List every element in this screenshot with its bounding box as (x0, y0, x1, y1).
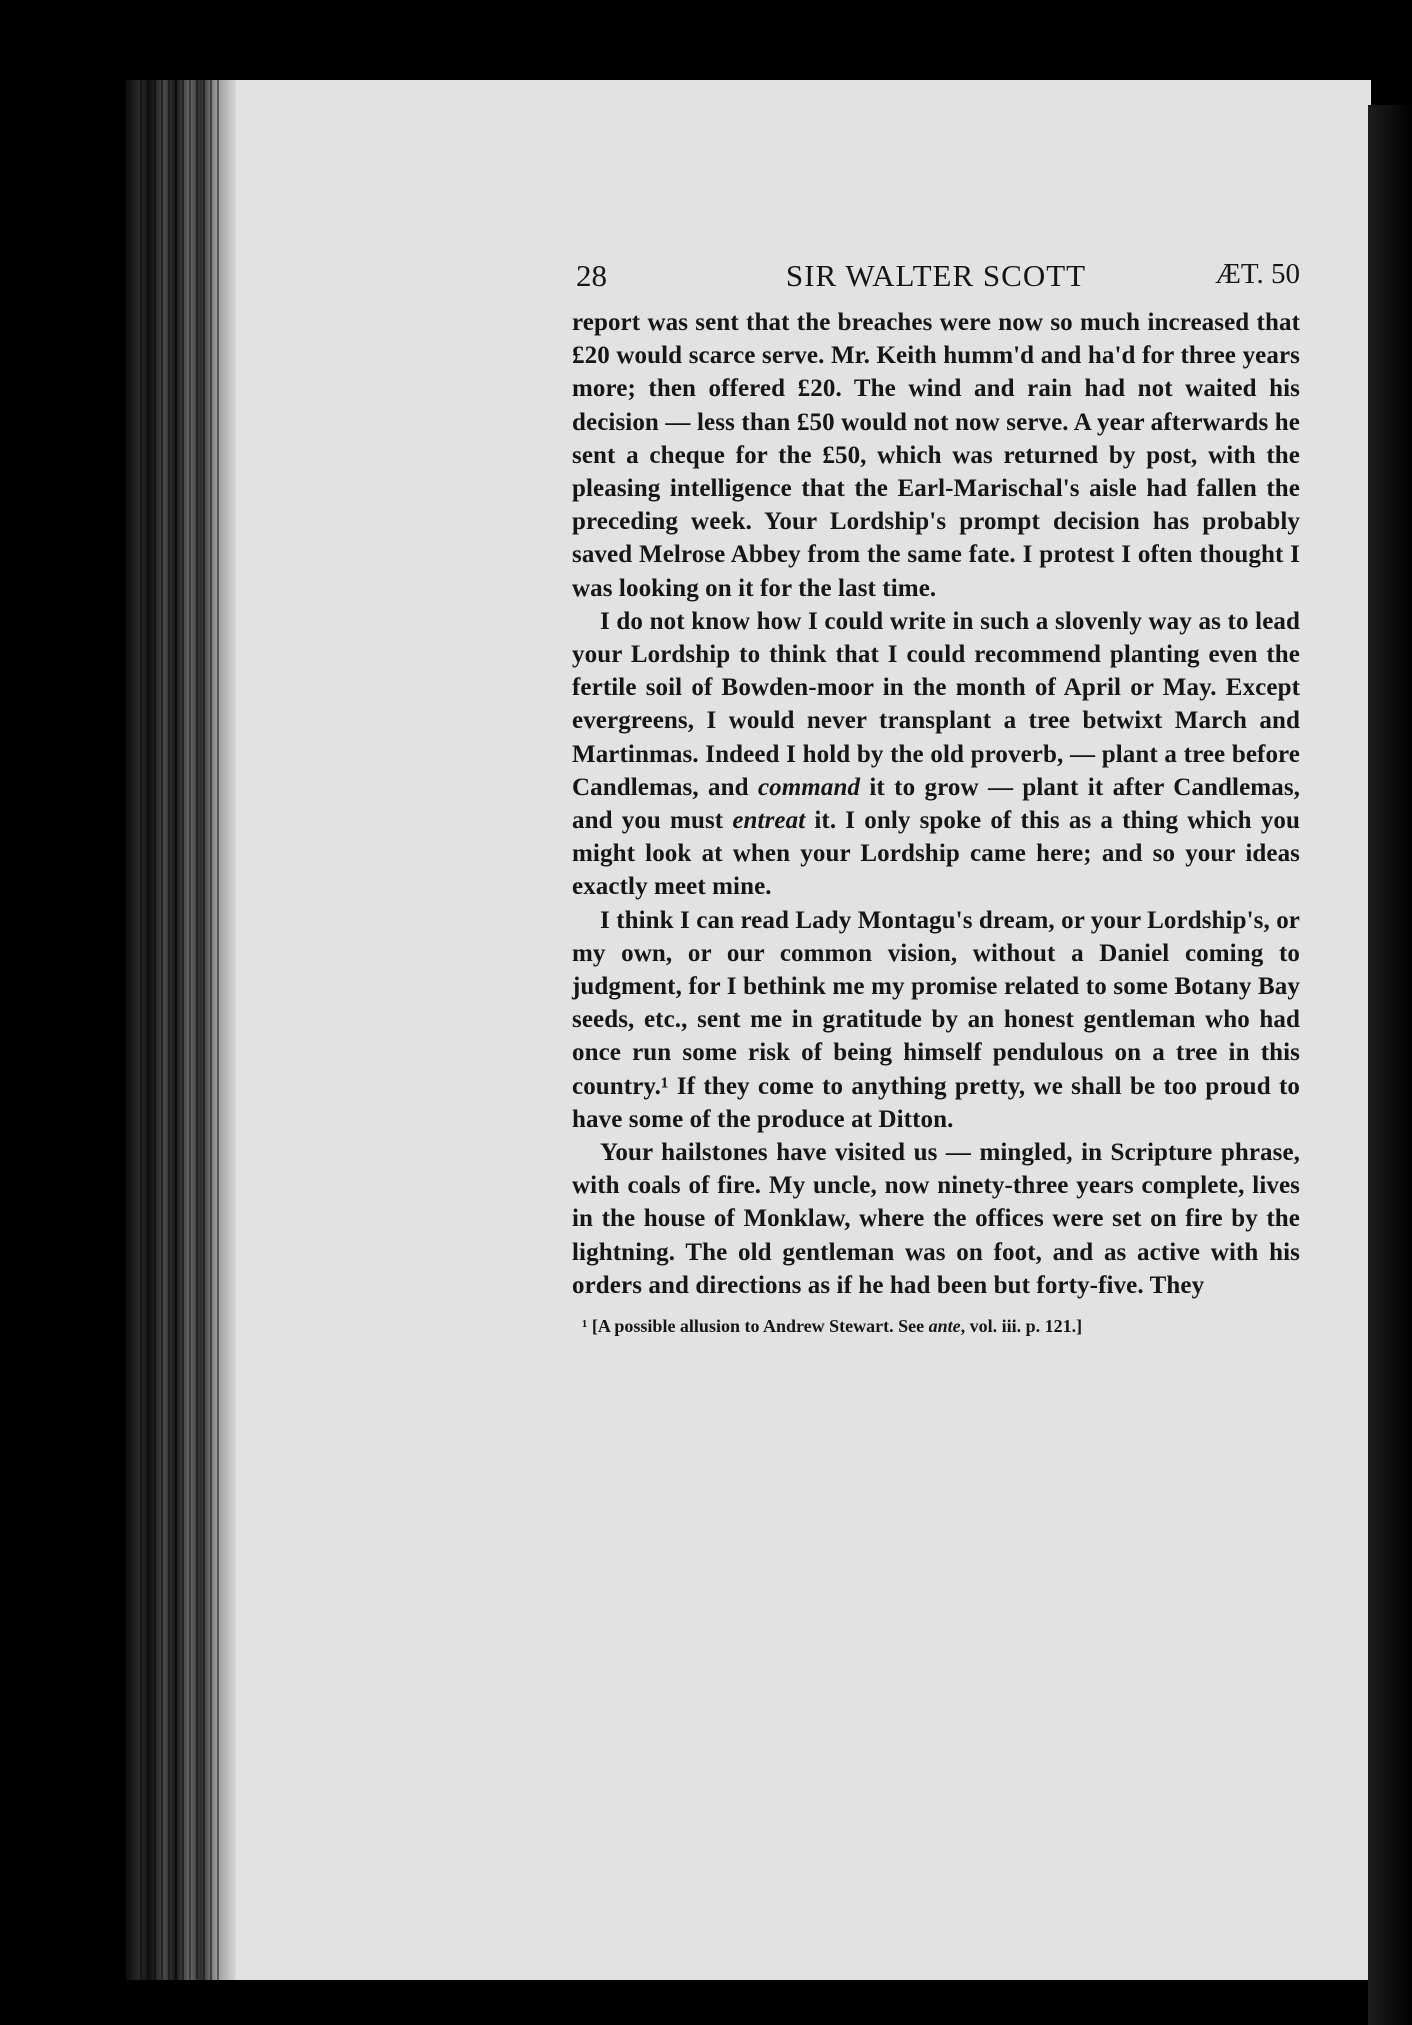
paragraph-2-text: it. I only spoke of this as a thing which you might look at when your Lordship came here; and so your ideas exactly meet mine. (572, 807, 1300, 901)
footnote-marker: ¹ (582, 1316, 588, 1337)
paragraph-4: Your hailstones have visited us — mingled, in Scripture phrase, with coals of fire. My uncle, now ninety-three years complete, lives in the house of Monklaw, where the offices were set on fire by the lightning. The old gentleman was on foot, and as active with his orders and directions as if he had been but forty-five. They (572, 1139, 1300, 1299)
footnote-emphasis: ante (928, 1316, 961, 1337)
paragraph-1: report was sent that the breaches were now so much increased that £20 would scarce serve. Mr. Keith humm'd and ha'd for three years more; then offered £20. The wind and rain had not waited his decision — less than £50 would not now serve. A year afterwards he sent a cheque for the £50, which was returned by post, with the pleasing intelligence that the Earl-Marischal's aisle had fallen the preceding week. Your Lordship's prompt decision has probably saved Melrose Abbey from the same fate. I protest I often thought I was looking on it for the last time. (572, 309, 1300, 602)
paragraph-2-emphasis: entreat (732, 807, 806, 835)
page-number: 28 (576, 258, 607, 293)
paragraph-2-text: I do not know how I could write in such a slovenly way as to lead your Lordship to think that I could recommend planting even the fertile soil of Bowden-moor in the month of April or May. Except evergreens, I would never transplant a tree betwixt March and Martinmas. Indeed I hold by the old proverb, — plant a tree before Candlemas, and (572, 607, 1300, 801)
footnote-text: , vol. iii. p. 121.] (960, 1316, 1083, 1337)
page-text-block (572, 258, 1300, 1356)
paragraph-3: I think I can read Lady Montagu's dream, or your Lordship's, or my own, or our common vision, without a Daniel coming to judgment, for I bethink me my promise related to some Botany Bay seeds, etc., sent me in gratitude by an honest gentleman who had once run some risk of being himself pendulous on a tree in this country.¹ If they come to anything pretty, we shall be too proud to have some of the produce at Ditton. (572, 906, 1300, 1133)
paragraph-2-text: it to grow — plant it after Candlemas, and you must (572, 773, 1300, 835)
footnote-text: [A possible allusion to Andrew Stewart. See (587, 1316, 929, 1337)
paragraph-2 (572, 605, 1300, 904)
paragraph-2-emphasis: command (757, 773, 861, 801)
page-edge-right (1368, 105, 1412, 2025)
book-spine-gutter (140, 80, 220, 1980)
age-note: ÆT. 50 (1215, 258, 1300, 290)
footnote (572, 1314, 1300, 1338)
running-title: SIR WALTER SCOTT (785, 258, 1087, 293)
running-head (572, 258, 1300, 306)
